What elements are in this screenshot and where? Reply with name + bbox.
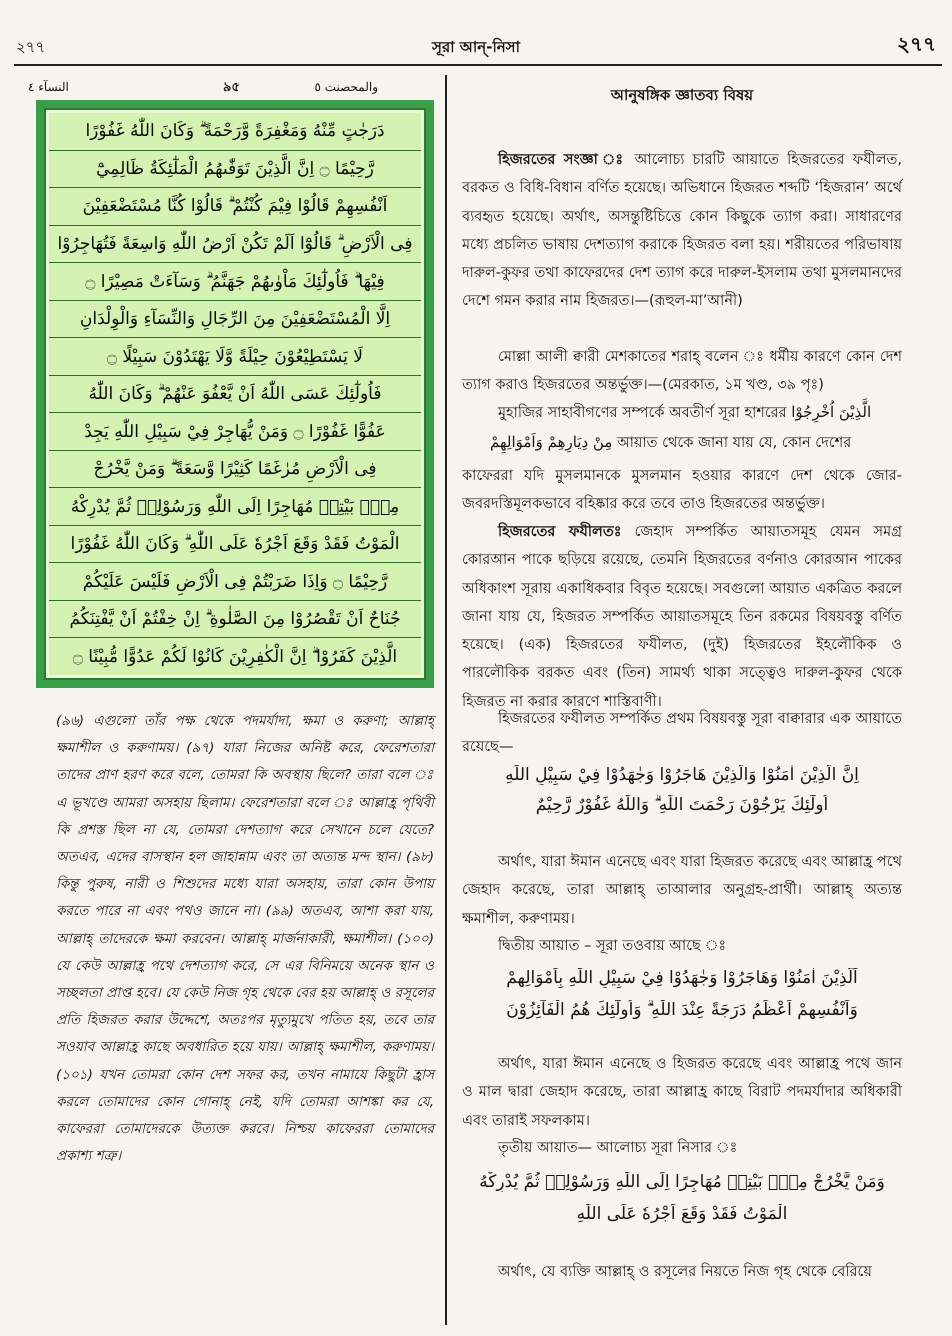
baqara-arabic-line-1: اِنَّ الَّذِيْنَ اٰمَنُوْا وَالَّذِيْنَ هَاجَرُوْا وَجٰهَدُوْا فِيْ سَبِيْلِ اللّٰهِ xyxy=(505,765,859,785)
hashr-intro xyxy=(462,398,902,427)
quran-line: لَا يَسْتَطِيْعُوْنَ حِيْلَةً وَّلَا يَهْتَدُوْنَ سَبِيْلًا ۝ xyxy=(49,338,421,376)
quran-page-number: ৯৫ xyxy=(223,80,240,95)
page-header xyxy=(0,0,952,70)
quran-line: فِى الْاَرْضِ ۗ قَالُوْٓا اَلَمْ تَكُنْ اَرْضُ اللّٰهِ وَاسِعَةً فَتُهَاجِرُوْا xyxy=(49,226,421,264)
third-verse-intro: তৃতীয় আয়াত— আলোচ্য সূরা নিসার ঃ xyxy=(498,1140,738,1156)
quran-line: فَاُولٰٓئِكَ عَسَى اللّٰهُ اَنْ يَّعْفُوَ عَنْهُمْ ۗ وَكَانَ اللّٰهُ xyxy=(49,376,421,414)
tawba-arabic-line-1: اَلَّذِيْنَ اٰمَنُوْا وَهَاجَرُوْا وَجٰهَدُوْا فِيْ سَبِيْلِ اللّٰهِ بِاَمْوَالِهِمْ xyxy=(506,968,858,988)
quran-frame xyxy=(36,100,434,688)
mulla-ali-paragraph: মোল্লা আলী ক্বারী মেশকাতের শরাহ্ বলেন ঃ ধর্মীয় কারণে কোন দেশ ত্যাগ করাও হিজরতের অন্তর্ভুক্ত।—(মেরকাত, ১ম খণ্ড, ৩৯ পৃঃ) xyxy=(462,349,902,394)
nisa-arabic-line-2: الْمَوْتُ فَقَدْ وَقَعَ اَجْرُهٗ عَلَى اللّٰهِ xyxy=(576,1204,788,1224)
translation-text: (৯৬) এগুলো তাঁর পক্ষ থেকে পদমর্যাদা, ক্ষমা ও করুণা; আল্লাহ্ ক্ষমাশীল ও করুণাময়। (৯৭) যারা নিজের অনিষ্ট করে, ফেরেশতারা তাদের প্রাণ হরণ করে বলে, তোমরা কি অবস্থায় ছিলে? তারা বলে ঃ এ ভূখণ্ডে আমরা অসহায় ছিলাম। ফেরেশতারা বলে ঃ আল্লাহ্র পৃথিবী কি প্রশস্ত ছিল না যে, তোমরা দেশত্যাগ করে সেখানে চলে যেতে? অতএব, এদের বাসস্থান হল জাহান্নাম এবং তা অত্যন্ত মন্দ স্থান। (৯৮) কিন্তু পুরুষ, নারী ও শিশুদের মধ্যে যারা অসহায়, তারা কোন উপায় করতে পারে না এবং পথও জানে না। (৯৯) অতএব, আশা করা যায়, আল্লাহ্ তাদেরকে ক্ষমা করবেন। আল্লাহ্ মার্জনাকারী, ক্ষমাশীল। (১০০) যে কেউ আল্লাহ্র পথে দেশত্যাগ করে, সে এর বিনিময়ে অনেক স্থান ও সচ্ছলতা প্রাপ্ত হবে। যে কেউ নিজ গৃহ থেকে বের হয় আল্লাহ্ ও রসূলের প্রতি হিজরত করার উদ্দেশে, অতঃপর মৃত্যুমুখে পতিত হয়, তবে তার সওয়াব আল্লাহ্র কাছে অবধারিত হয়ে যায়। আল্লাহ্ ক্ষমাশীল, করুণাময়। (১০১) যখন তোমরা কোন দেশ সফর কর, তখন নামাযে কিছুটা হ্রাস করলে তোমাদের কোন গোনাহ্ নেই, যদি তোমরা আশঙ্কা কর যে, কাফেররা তোমাদেরকে উত্যক্ত করবে। নিশ্চয় কাফেররা তোমাদের প্রকাশ্য শত্রু। xyxy=(56,713,434,1165)
tawba-arabic-line-2: وَاَنْفُسِهِمْ اَعْظَمُ دَرَجَةً عِنْدَ اللّٰهِ ۗ وَاُولٰٓئِكَ هُمُ الْفَآئِزُوْنَ xyxy=(506,1000,858,1020)
virtue-paragraph xyxy=(462,518,902,716)
hashr-conclusion: কাফেররা যদি মুসলমানকে মুসলমান হওয়ার কারণে দেশ থেকে জোর-জবরদস্তিমূলকভাবে বহিষ্কার করে তবে তাও হিজরতের অন্তর্ভুক্ত। xyxy=(462,468,902,513)
baqara-arabic-line-2: اُولٰٓئِكَ يَرْجُوْنَ رَحْمَتَ اللّٰهِ ۗ وَاللّٰهُ غَفُوْرٌ رَّحِيْمٌ xyxy=(535,795,829,815)
hashr-text-a: মুহাজির সাহাবীগণের সম্পর্কে অবতীর্ণ সূরা হাশরের xyxy=(498,405,787,421)
baqara-meaning: অর্থাৎ, যারা ঈমান এনেছে এবং যারা হিজরত করেছে এবং আল্লাহ্র পথে জেহাদ করেছে, তারা আল্লাহ্ তাআলার অনুগ্রহ-প্রার্থী। আল্লাহ্ অত্যন্ত ক্ষমাশীল, করুণাময়। xyxy=(462,854,902,927)
quran-line: مِنْۢ بَيْتِهٖ مُهَاجِرًا اِلَى اللّٰهِ وَرَسُوْلِهٖ ثُمَّ يُدْرِكْهُ xyxy=(49,488,421,526)
left-column xyxy=(18,70,438,96)
first-theme-paragraph: হিজরতের ফযীলত সম্পর্কিত প্রথম বিষয়বস্তু সূরা বাক্বারার এক আয়াতে রয়েছে— xyxy=(462,711,902,756)
quran-line: رَّحِيْمًا ۝ اِنَّ الَّذِيْنَ تَوَفّٰىهُمُ الْمَلٰٓئِكَةُ ظَالِمِيْٓ xyxy=(49,151,421,189)
virtue-heading: হিজরতের ফযীলতঃ xyxy=(498,524,622,540)
virtue-text: জেহাদ সম্পর্কিত আয়াতসমূহ যেমন সমগ্র কোরআন পাকে ছড়িয়ে রয়েছে, তেমনি হিজরতের বর্ণনাও কোরআন পাকের অধিকাংশ সূরায় একাধিকবার বিবৃত হয়েছে। সবগুলো আয়াত একত্রিত করলে জানা যায় যে, হিজরত সম্পর্কিত আয়াতসমূহে তিন রকমের বিষয়বস্তু বর্ণিত হয়েছে। (এক) হিজরতের ফযীলত, (দুই) হিজরতের ইহলৌকিক ও পারলৌকিক বরকত এবং (তিন) সামর্থ্য থাকা সত্ত্বেও দারুল-কুফর থেকে হিজরত না করার কারণে শাস্তিবাণী। xyxy=(462,524,902,710)
hashr-line-2 xyxy=(462,428,930,457)
quran-text-block xyxy=(46,110,424,678)
quran-sub-header xyxy=(18,70,438,96)
quran-line: اِلَّا الْمُسْتَضْعَفِيْنَ مِنَ الرِّجَالِ وَالنِّسَآءِ وَالْوِلْدَانِ xyxy=(49,301,421,339)
running-title: সূরা আন্-নিসা xyxy=(432,38,520,56)
nisa-meaning: অর্থাৎ, যে ব্যক্তি আল্লাহ্ ও রসূলের নিয়তে নিজ গৃহ থেকে বেরিয়ে xyxy=(498,1264,872,1280)
column-divider xyxy=(445,75,447,1325)
section-title: আনুষঙ্গিক জ্ঞাতব্য বিষয় xyxy=(610,86,754,104)
definition-text: আলোচ্য চারটি আয়াতে হিজরতের ফযীলত, বরকত ও বিধি-বিধান বর্ণিত হয়েছে। অভিধানে হিজরত শব্দটি ‘হিজরান’ অর্থে ব্যবহৃত হয়েছে। অর্থাৎ, অসন্তুষ্টিচিত্তে কোন কিছুকে ত্যাগ করা। সাধারণের মধ্যে প্রচলিত ভাষায় দেশত্যাগ করাকে হিজরত বলা হয়। শরীয়তের পরিভাষায় দারুল-কুফর তথা কাফেরদের দেশ ত্যাগ করে দারুল-ইসলাম তথা মুসলমানদের দেশে গমন করার নাম হিজরত।—(রূহুল-মা’আনী) xyxy=(462,152,902,310)
definition-heading: হিজরতের সংজ্ঞা ঃ xyxy=(498,152,627,168)
definition-paragraph xyxy=(462,146,902,316)
hashr-arabic-2: مِنْ دِيَارِهِمْ وَاَمْوَالِهِمْ xyxy=(490,433,613,451)
quran-line: فِى الْاَرْضِ مُرٰغَمًا كَثِيْرًا وَّسَعَةً ۗ وَمَنْ يَّخْرُجْ xyxy=(49,451,421,489)
quran-line: عَفُوًّا غَفُوْرًا ۝ وَمَنْ يُّهَاجِرْ فِيْ سَبِيْلِ اللّٰهِ يَجِدْ xyxy=(49,413,421,451)
quran-line: فِيْهَا ۗ فَاُولٰٓئِكَ مَاْوٰىهُمْ جَهَنَّمُ ۗ وَسَآءَتْ مَصِيْرًا ۝ xyxy=(49,263,421,301)
juz-name-arabic: والمحصنت ٥ xyxy=(314,80,378,94)
quran-line: جُنَاحٌ اَنْ تَقْصُرُوْا مِنَ الصَّلٰوةِ ۗ اِنْ خِفْتُمْ اَنْ يَّفْتِنَكُمُ xyxy=(49,601,421,639)
surah-name-arabic: النسآء ٤ xyxy=(28,80,69,94)
hashr-text-b: আয়াত থেকে জানা যায় যে, কোন দেশের xyxy=(617,435,852,451)
right-page-number: ২৭৭ xyxy=(896,32,936,56)
hashr-arabic-1: الَّذِيْنَ اُخْرِجُوْا xyxy=(791,403,872,421)
quran-line: اَنْفُسِهِمْ قَالُوْا فِيْمَ كُنْتُمْ ۗ قَالُوْا كُنَّا مُسْتَضْعَفِيْنَ xyxy=(49,188,421,226)
quran-line: دَرَجٰتٍ مِّنْهُ وَمَغْفِرَةً وَّرَحْمَةً ۗ وَكَانَ اللّٰهُ غَفُوْرًا xyxy=(49,113,421,151)
second-verse-intro: দ্বিতীয় আয়াত – সূরা তওবায় আছে ঃ xyxy=(498,938,727,954)
header-rule xyxy=(14,64,942,66)
quran-line: رَّحِيْمًا ۝ وَاِذَا ضَرَبْتُمْ فِى الْاَرْضِ فَلَيْسَ عَلَيْكُمْ xyxy=(49,563,421,601)
nisa-arabic-line-1: وَمَنْ يَّخْرُجْ مِنْۢ بَيْتِهٖ مُهَاجِرًا اِلَى اللّٰهِ وَرَسُوْلِهٖ ثُمَّ يُدْرِكْهُ xyxy=(479,1172,885,1192)
tawba-meaning: অর্থাৎ, যারা ঈমান এনেছে ও হিজরত করেছে এবং আল্লাহ্র পথে জান ও মাল দ্বারা জেহাদ করেছে, তারা আল্লাহ্র কাছে বিরাট পদমর্যাদার অধিকারী এবং তারাই সফলকাম। xyxy=(462,1056,902,1129)
quran-line: الَّذِيْنَ كَفَرُوْا ۗ اِنَّ الْكٰفِرِيْنَ كَانُوْا لَكُمْ عَدُوًّا مُّبِيْنًا ۝ xyxy=(72,647,398,668)
left-page-number: ২৭৭ xyxy=(16,38,46,56)
quran-line: الْمَوْتُ فَقَدْ وَقَعَ اَجْرُهٗ عَلَى اللّٰهِ ۗ وَكَانَ اللّٰهُ غَفُوْرًا xyxy=(49,526,421,564)
